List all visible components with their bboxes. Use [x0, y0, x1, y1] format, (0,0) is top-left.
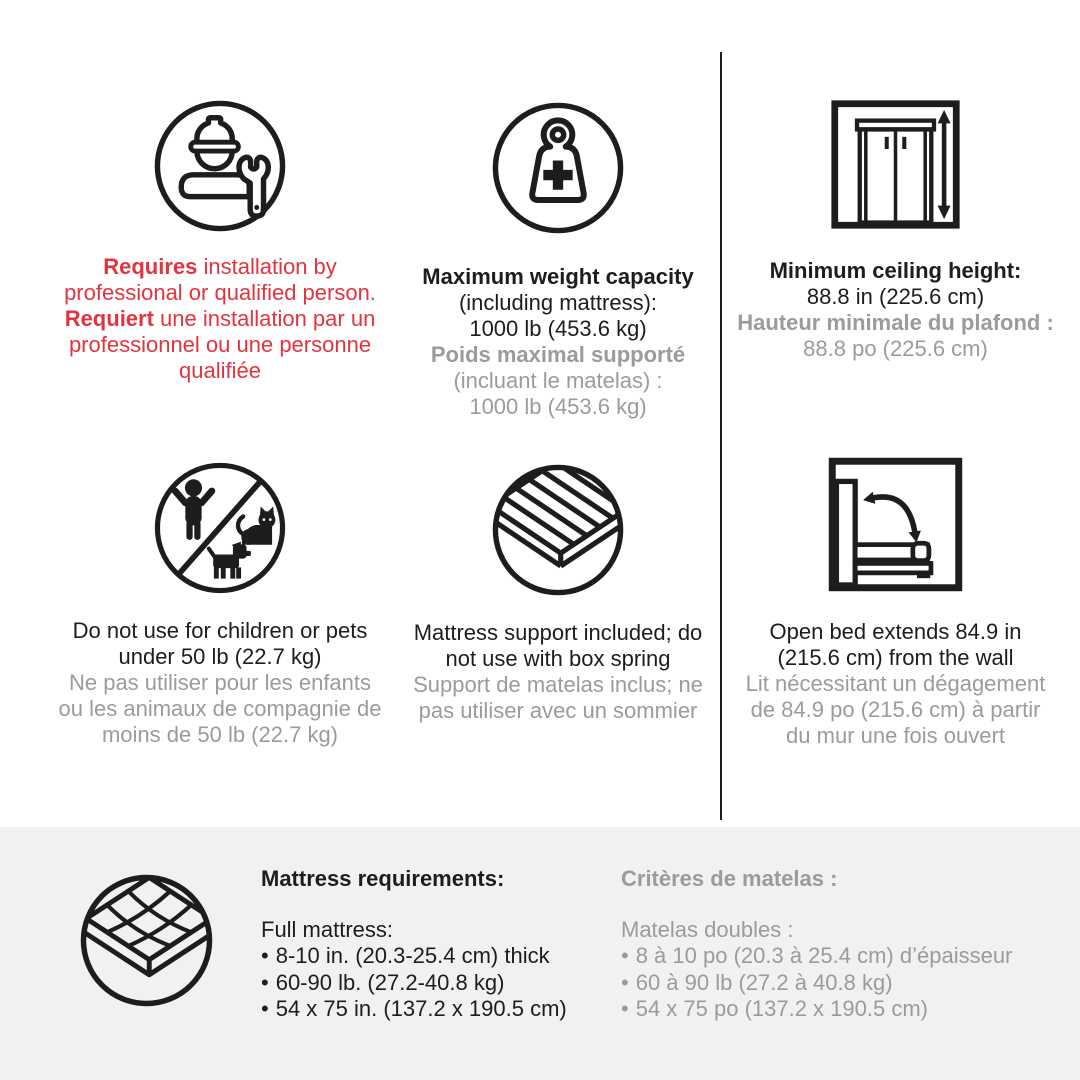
spacer [261, 893, 606, 917]
mattress-support-block [383, 462, 733, 724]
support-fr-line1: Support de matelas inclus; ne [413, 672, 703, 697]
weight-fr-line2: (incluant le matelas) : [453, 368, 663, 393]
weight-en-title: Maximum weight capacity [422, 264, 694, 289]
install-en-line2: professional or qualified person. [64, 280, 376, 305]
mattress-en-subtitle: Full mattress: [261, 916, 394, 942]
slatted-base-icon [490, 462, 626, 598]
open-wall-bed-icon [826, 455, 965, 594]
elevator-height-icon [828, 97, 963, 232]
install-en-line1: Requires installation by [103, 254, 337, 279]
installation-block [30, 98, 410, 384]
ceiling-en-title: Minimum ceiling height: [769, 258, 1022, 283]
ceiling-fr-line2: 88.8 po (225.6 cm) [803, 336, 988, 361]
ceiling-height-block [733, 97, 1058, 362]
support-en-line2: not use with box spring [445, 646, 671, 671]
spacer [621, 893, 1076, 917]
mattress-fr-subtitle: Matelas doubles : [621, 916, 794, 942]
weight-plus-icon [490, 100, 626, 236]
mattress-fr-title: Critères de matelas : [621, 866, 838, 891]
max-weight-block [383, 100, 733, 420]
mattress-fr-item: • 8 à 10 po (20.3 à 25.4 cm) d’épaisseur [621, 943, 1013, 968]
children-fr-line1: Ne pas utiliser pour les enfants [68, 670, 372, 695]
weight-en-line3: 1000 lb (453.6 kg) [469, 316, 647, 341]
openbed-fr-line1: Lit nécessitant un dégagement [745, 671, 1046, 696]
support-en-line1: Mattress support included; do [413, 620, 703, 645]
weight-en-line2: (including mattress): [458, 290, 658, 315]
support-fr-line2: pas utiliser avec un sommier [418, 698, 698, 723]
mattress-fr-item: • 60 à 90 lb (27.2 à 40.8 kg) [621, 969, 893, 995]
install-fr-line2: professionnel ou une personne [68, 332, 372, 357]
mattress-en-title: Mattress requirements: [261, 866, 505, 891]
mattress-fr-item: • 54 x 75 po (137.2 x 190.5 cm) [621, 996, 928, 1021]
openbed-en-line2: (215.6 cm) from the wall [777, 645, 1014, 670]
children-fr-line2: ou les animaux de compagnie de [58, 696, 382, 721]
openbed-fr-line2: de 84.9 po (215.6 cm) à partir [750, 697, 1041, 722]
install-fr-line3: qualifiée [179, 358, 261, 383]
mattress-requirements-fr [621, 866, 1076, 1023]
weight-fr-line3: 1000 lb (453.6 kg) [469, 394, 647, 419]
children-fr-line3: moins de 50 lb (22.7 kg) [101, 722, 339, 747]
openbed-fr-line3: du mur une fois ouvert [786, 723, 1005, 748]
worker-wrench-icon [152, 98, 288, 234]
mattress-en-item: • 54 x 75 in. (137.2 x 190.5 cm) [261, 996, 567, 1021]
install-fr-line1: Requiert une installation par un [64, 306, 376, 331]
children-en-line1: Do not use for children or pets [72, 618, 368, 643]
openbed-en-line1: Open bed extends 84.9 in [769, 619, 1022, 644]
mattress-icon [78, 872, 215, 1009]
ceiling-fr-title: Hauteur minimale du plafond : [737, 310, 1054, 335]
weight-fr-title: Poids maximal supporté [430, 342, 686, 367]
no-children-pets-icon [152, 460, 288, 596]
children-en-line2: under 50 lb (22.7 kg) [118, 644, 322, 669]
mattress-requirements-en [261, 866, 606, 1023]
mattress-en-item: • 8-10 in. (20.3-25.4 cm) thick [261, 943, 550, 968]
open-bed-block [728, 455, 1063, 749]
ceiling-en-line2: 88.8 in (225.6 cm) [806, 284, 985, 309]
mattress-en-item: • 60-90 lb. (27.2-40.8 kg) [261, 969, 505, 995]
no-children-pets-block [30, 460, 410, 748]
